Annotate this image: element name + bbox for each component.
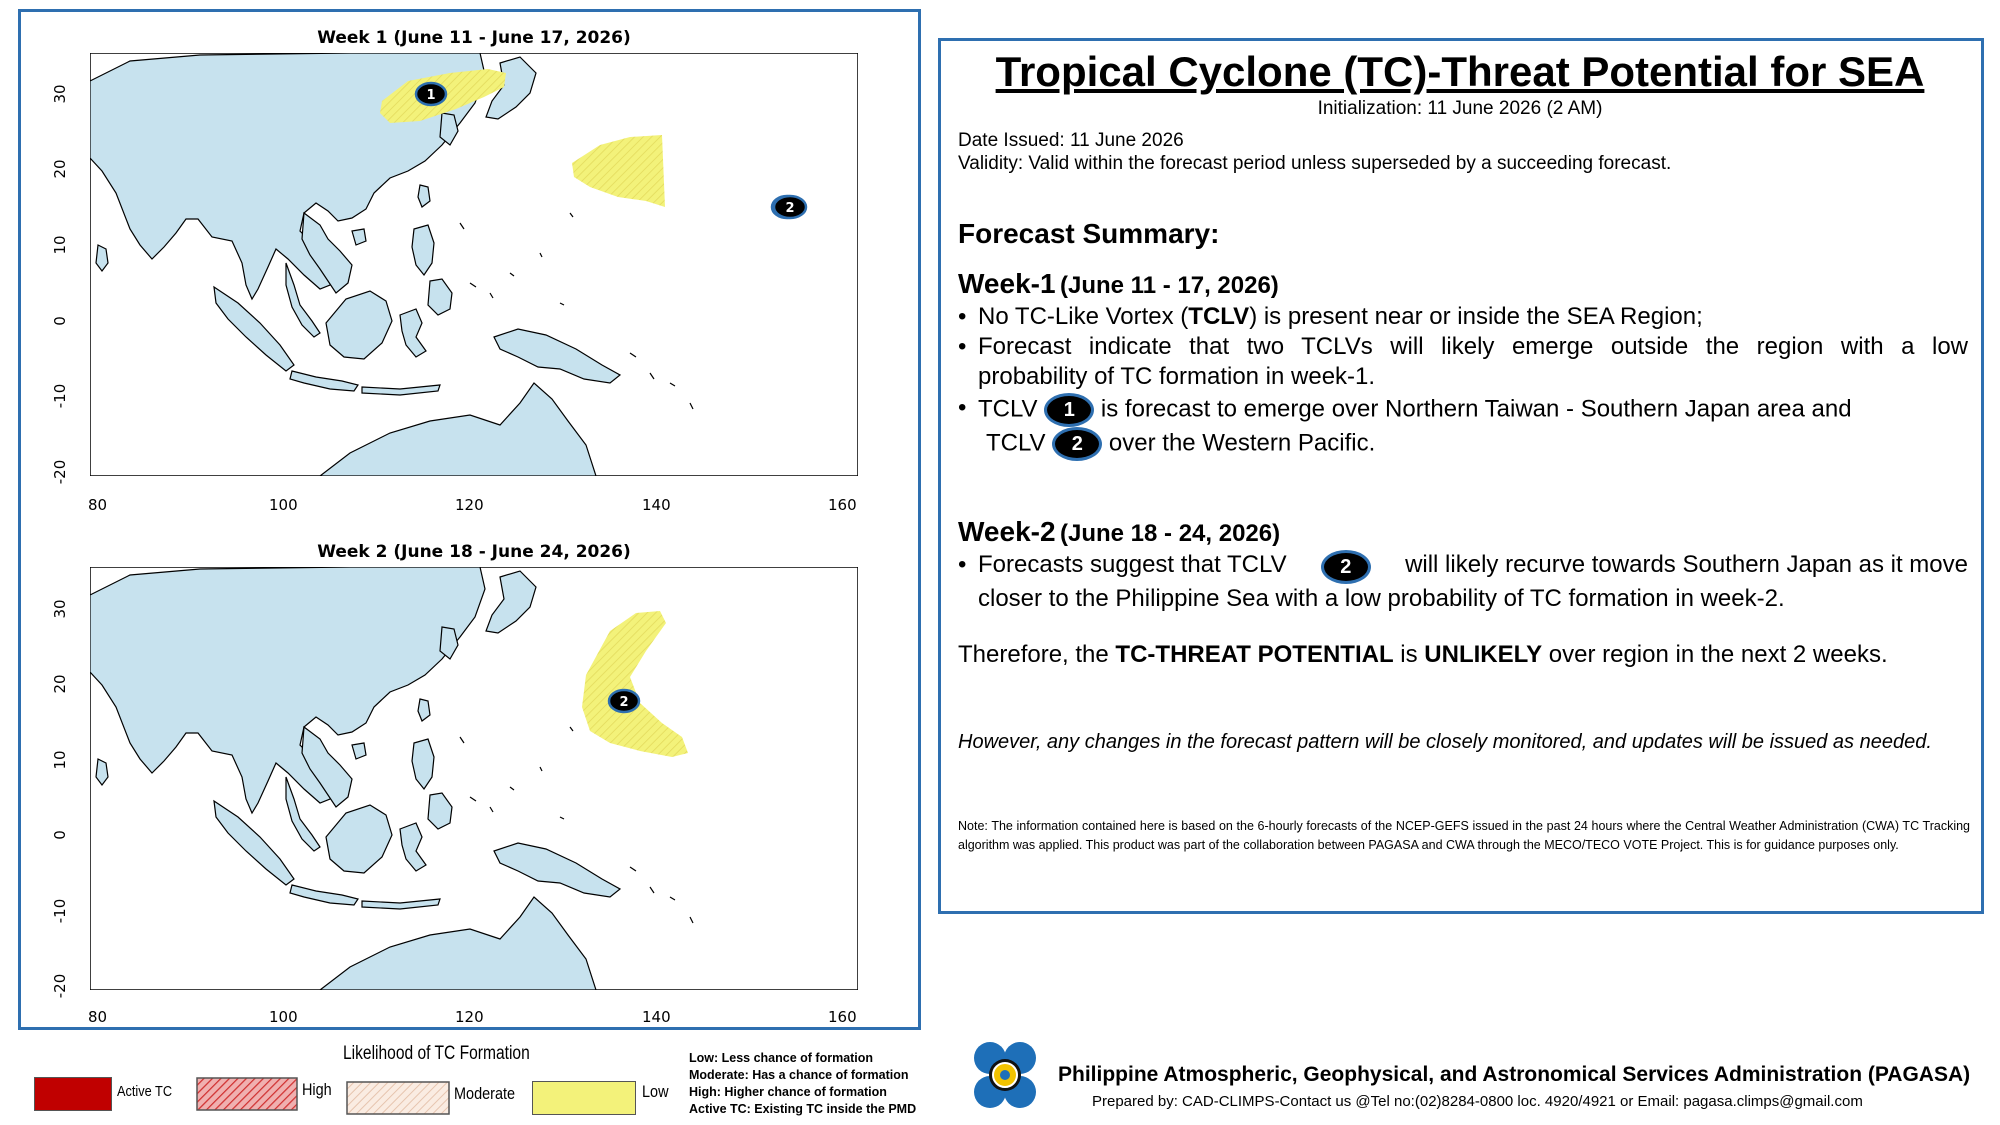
w1-ytick: 20 bbox=[51, 159, 69, 179]
legend-swatch-high bbox=[196, 1077, 298, 1111]
week1-heading-dates: (June 11 - 17, 2026) bbox=[1060, 272, 1279, 299]
legend-note: Active TC: Existing TC inside the PMD bbox=[689, 1102, 917, 1116]
legend-note: Moderate: Has a chance of formation bbox=[689, 1068, 909, 1082]
however-text: However, any changes in the forecast pattern will be closely monitored, and updates will be issued as needed. bbox=[958, 731, 1932, 753]
map-week1-tclv2-label: 2 bbox=[785, 201, 795, 216]
bulletin-title: Tropical Cyclone (TC)-Threat Potential for SEA bbox=[995, 48, 1925, 95]
week1-bullet-2: • Forecast indicate that two TCLVs will likely emerge outside the region with a low probability of TC formation in week-1. bbox=[958, 333, 1968, 390]
w1-ytick: 0 bbox=[51, 316, 69, 326]
pagasa-logo-icon bbox=[970, 1040, 1040, 1110]
prepared-by: Prepared by: CAD-CLIMPS-Contact us @Tel no:(02)8284-0800 loc. 4920/4921 or Email: pagasa.climps@gmail.com bbox=[1092, 1093, 1863, 1110]
w1-xtick: 100 bbox=[269, 496, 298, 514]
w2-ytick: 20 bbox=[51, 674, 69, 694]
week1-bullets bbox=[958, 302, 1968, 461]
legend-label-active: Active TC bbox=[117, 1083, 173, 1100]
w1-ytick: 10 bbox=[51, 235, 69, 255]
week1-heading bbox=[958, 268, 1279, 300]
legend-label-low: Low bbox=[642, 1082, 669, 1101]
legend-note: High: Higher chance of formation bbox=[689, 1085, 887, 1099]
legend-label-high: High bbox=[302, 1080, 332, 1099]
w1-ytick: -20 bbox=[51, 459, 69, 485]
week1-bullet-1: • No TC-Like Vortex (TCLV) is present near or inside the SEA Region; bbox=[958, 303, 1703, 330]
w2-xtick: 100 bbox=[269, 1008, 298, 1026]
conclusion-text: Therefore, the TC-THREAT POTENTIAL is UNLIKELY over region in the next 2 weeks. bbox=[958, 641, 1888, 668]
validity-text: Validity: Valid within the forecast period unless superseded by a succeeding forecast. bbox=[958, 153, 1672, 174]
w2-xtick: 160 bbox=[828, 1008, 857, 1026]
map-week2 bbox=[90, 567, 858, 990]
date-issued: Date Issued: 11 June 2026 bbox=[958, 130, 1184, 151]
legend-label-moderate: Moderate bbox=[454, 1084, 516, 1103]
note-text: Note: The information contained here is based on the 6-hourly forecasts of the NCEP-GEFS issued in the past 24 hours where the Central Weather Administration (CWA) TC Tracking algorithm was applied. This product was part of the collaboration between PAGASA and CWA through the MECO/TECO VOTE Project. This is for guidance purposes only. bbox=[958, 819, 1970, 852]
w2-ytick: 10 bbox=[51, 750, 69, 770]
legend-notes bbox=[689, 1050, 929, 1118]
w2-xtick: 120 bbox=[455, 1008, 484, 1026]
w2-ytick: -20 bbox=[51, 973, 69, 999]
w1-ytick: -10 bbox=[51, 383, 69, 409]
legend-note: Low: Less chance of formation bbox=[689, 1051, 874, 1065]
initialization-text: Initialization: 11 June 2026 (2 AM) bbox=[1317, 98, 1603, 119]
w2-ytick: 30 bbox=[51, 599, 69, 619]
w2-xtick: 80 bbox=[88, 1008, 108, 1026]
week2-heading-dates: (June 18 - 24, 2026) bbox=[1060, 520, 1281, 547]
legend-swatch-low bbox=[532, 1081, 636, 1115]
tclv1-badge: 1 bbox=[1044, 393, 1094, 427]
week2-bullets bbox=[958, 550, 1968, 614]
map-week2-tclv2-label: 2 bbox=[619, 695, 629, 710]
w2-ytick: -10 bbox=[51, 898, 69, 924]
legend-swatch-moderate bbox=[346, 1081, 450, 1115]
map-week1-tclv1-label: 1 bbox=[426, 88, 436, 103]
tclv2-badge: 2 bbox=[1052, 427, 1102, 461]
legend-swatch-active bbox=[34, 1077, 112, 1111]
map-week1 bbox=[90, 53, 858, 476]
forecast-summary-heading: Forecast Summary: bbox=[958, 218, 1220, 249]
week2-heading-label: Week-2 bbox=[958, 516, 1056, 547]
w1-xtick: 120 bbox=[455, 496, 484, 514]
w1-ytick: 30 bbox=[51, 84, 69, 104]
legend-title: Likelihood of TC Formation bbox=[343, 1043, 530, 1064]
week2-heading bbox=[958, 516, 1280, 548]
w2-ytick: 0 bbox=[51, 830, 69, 840]
map-week1-title: Week 1 (June 11 - June 17, 2026) bbox=[317, 28, 631, 48]
tclv2-badge: 2 bbox=[1321, 550, 1371, 584]
map-week1-tclv2-badge bbox=[770, 192, 810, 222]
map-week2-title: Week 2 (June 18 - June 24, 2026) bbox=[317, 542, 631, 562]
w2-xtick: 140 bbox=[642, 1008, 671, 1026]
week1-heading-label: Week-1 bbox=[958, 268, 1056, 299]
w1-xtick: 140 bbox=[642, 496, 671, 514]
w1-xtick: 80 bbox=[88, 496, 108, 514]
agency-name: Philippine Atmospheric, Geophysical, and Astronomical Services Administration (PAGASA) bbox=[1058, 1063, 1971, 1086]
week1-bullet-3: • TCLV 1 is forecast to emerge over Northern Taiwan - Southern Japan area and TCLV 2 over the Western Pacific. bbox=[958, 393, 1968, 461]
w1-xtick: 160 bbox=[828, 496, 857, 514]
week2-bullet-1: • Forecasts suggest that TCLV 2 will likely recurve towards Southern Japan as it move closer to the Philippine Sea with a low probability of TC formation in week-2. bbox=[958, 551, 1968, 612]
